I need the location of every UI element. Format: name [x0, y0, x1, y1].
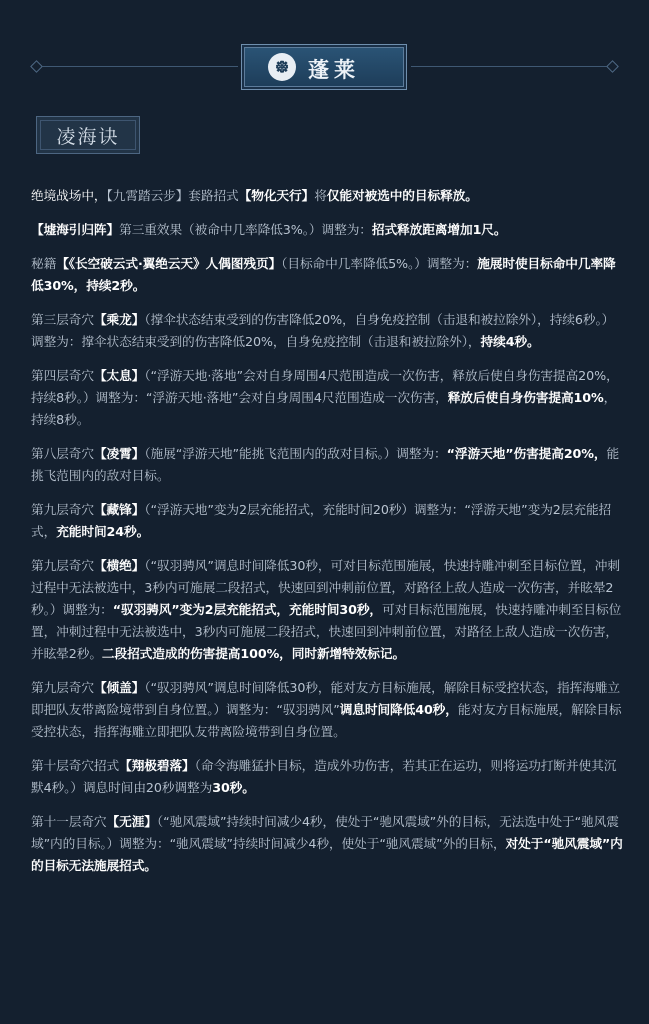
- patch-note-paragraph: [31, 677, 623, 743]
- patch-note-paragraph: [31, 499, 623, 543]
- header-divider-right: [411, 66, 611, 67]
- school-title: 蓬莱: [308, 57, 360, 82]
- highlighted-text: 【无涯】: [106, 814, 157, 829]
- patch-note-paragraph: [31, 365, 623, 431]
- highlighted-text: 施展时使目标命中几率降低30%，持续2秒。: [31, 256, 616, 293]
- diamond-ornament-icon: [30, 60, 43, 73]
- highlighted-text: 【乘龙】: [93, 312, 145, 327]
- note-text: 可对目标范围施展，快速持雕冲刺至目标位置，冲刺过程中无法被选中，3秒内可施展二段招式，快速回到冲刺前位置，对路径上敌人造成一次伤害，并眩晕2秒。: [31, 602, 622, 661]
- highlighted-text: “驭羽骋风”变为2层充能招式，充能时间30秒，: [112, 602, 383, 617]
- diamond-ornament-icon: [606, 60, 619, 73]
- note-text: 套路招式: [188, 188, 239, 203]
- note-text: （“浮游天地·落地”会对自身周围4尺范围造成一次伤害，释放后使自身伤害提高20%，持续8秒。）调整为：“浮游天地·落地”会对自身周围4尺范围造成一次伤害，: [31, 368, 619, 405]
- note-text: 能挑飞范围内的敌对目标。: [31, 446, 620, 483]
- section-tag-label: 凌海诀: [56, 126, 120, 148]
- note-text: 第三重效果（被命中几率降低3%。）调整为：: [119, 222, 372, 237]
- note-text: 第九层奇穴: [31, 502, 94, 517]
- note-text: ，持续8秒。: [31, 390, 617, 427]
- highlighted-text: 招式释放距离增加1尺。: [371, 222, 507, 237]
- highlighted-text: 【凌霄】: [93, 446, 145, 461]
- highlighted-text: 调息时间降低40秒，: [339, 702, 458, 717]
- highlighted-text: 【太息】: [93, 368, 145, 383]
- patch-note-paragraph: [31, 219, 623, 241]
- note-text: 第八层奇穴: [31, 446, 94, 461]
- note-text: 第三层奇穴: [31, 312, 94, 327]
- note-text: （目标命中几率降低5%。）调整为：: [281, 256, 478, 271]
- header-divider-left: [38, 66, 238, 67]
- note-text: 将: [314, 188, 327, 203]
- patch-note-paragraph: [31, 185, 623, 207]
- highlighted-text: “浮游天地”伤害提高20%，: [446, 446, 607, 461]
- patch-note-paragraph: [31, 555, 623, 665]
- note-text: （施展“浮游天地”能挑飞范围内的敌对目标。）调整为：: [144, 446, 447, 461]
- section-tag: [36, 116, 140, 154]
- note-text: 第九层奇穴: [31, 558, 94, 573]
- highlighted-text: 【翔极碧落】: [119, 758, 195, 773]
- note-text: （撑伞状态结束受到的伤害降低20%，自身免疫控制（击退和被拉除外），持续6秒。）调整为：撑伞状态结束受到的伤害降低20%，自身免疫控制（击退和被拉除外），: [31, 312, 615, 349]
- note-text: 第九层奇穴: [31, 680, 94, 695]
- section-header: [0, 44, 649, 92]
- patch-note-paragraph: [31, 755, 623, 799]
- school-title-badge: [241, 44, 407, 90]
- highlighted-text: 仅能对被选中的目标释放。: [326, 188, 478, 203]
- highlighted-text: 【《长空破云式·翼绝云天》人偶图残页】: [56, 256, 282, 271]
- patch-notes-body: [31, 185, 623, 889]
- highlighted-text: 30秒。: [212, 780, 255, 795]
- highlighted-text: 【墟海引归阵】: [31, 222, 120, 237]
- highlighted-text: 对处于“驰风震域”内的目标无法施展招式。: [31, 836, 623, 873]
- note-text: （“驭羽骋风”调息时间降低30秒，可对目标范围施展，快速持雕冲刺至目标位置，冲刺过程中无法被选中，3秒内可施展二段招式，快速回到冲刺前位置，对路径上敌人造成一次伤害，并眩晕2秒。）调整为：: [31, 558, 620, 617]
- highlighted-text: 充能时间24秒。: [56, 524, 150, 539]
- highlighted-text: 二段招式造成的伤害提高100%，同时新增特效标记。: [101, 646, 406, 661]
- note-text: 【九霄踏云步】: [106, 188, 189, 203]
- note-text: 第四层奇穴: [31, 368, 94, 383]
- note-text: （“浮游天地”变为2层充能招式，充能时间20秒）调整为：“浮游天地”变为2层充能招式，: [31, 502, 612, 539]
- note-text: 第十层奇穴招式: [31, 758, 120, 773]
- note-text: 第十一层奇穴: [31, 814, 107, 829]
- highlighted-text: 持续4秒。: [480, 334, 540, 349]
- note-text: 秘籍: [31, 256, 57, 271]
- swirl-emblem-icon: ᪥: [268, 53, 296, 81]
- highlighted-text: 【藏锋】: [93, 502, 145, 517]
- note-text: （“驰风震域”持续时间减少4秒，使处于“驰风震域”外的目标，无法选中处于“驰风震域”内的目标。）调整为：“驰风震域”持续时间减少4秒，使处于“驰风震域”外的目标，: [31, 814, 619, 851]
- patch-note-paragraph: [31, 309, 623, 353]
- highlighted-text: 【物化天行】: [238, 188, 315, 203]
- note-text: （“驭羽骋风”调息时间降低30秒，能对友方目标施展，解除目标受控状态，指挥海雕立即把队友带离险境带到自身位置。）调整为：“驭羽骋风”: [31, 680, 620, 717]
- patch-note-paragraph: [31, 811, 623, 877]
- highlighted-text: 【横绝】: [93, 558, 145, 573]
- patch-note-paragraph: [31, 253, 623, 297]
- note-text: 绝境战场中，: [31, 188, 107, 203]
- note-text: （命令海雕猛扑目标，造成外功伤害，若其正在运功，则将运功打断并使其沉默4秒。）调息时间由20秒调整为: [31, 758, 617, 795]
- highlighted-text: 释放后使自身伤害提高10%: [447, 390, 604, 405]
- note-text: 能对友方目标施展，解除目标受控状态，指挥海雕立即把队友带离险境带到自身位置。: [31, 702, 622, 739]
- highlighted-text: 【倾盖】: [93, 680, 145, 695]
- patch-note-paragraph: [31, 443, 623, 487]
